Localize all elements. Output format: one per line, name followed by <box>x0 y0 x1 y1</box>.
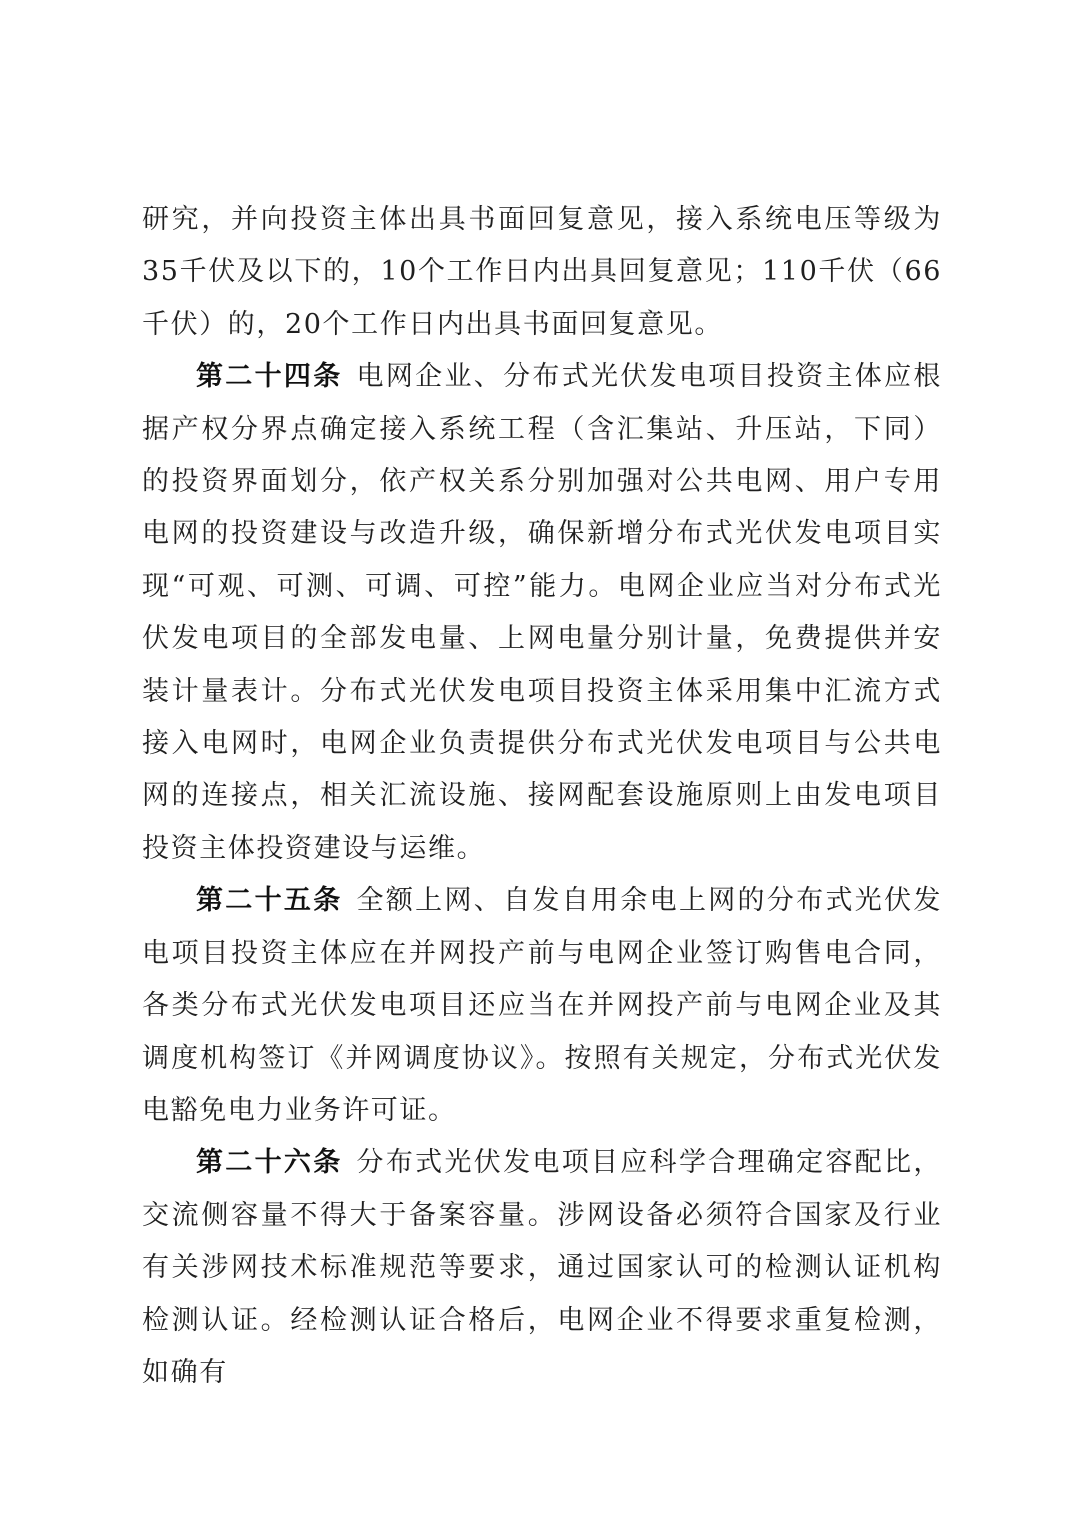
paragraph-text: 分布式光伏发电项目应科学合理确定容配比，交流侧容量不得大于备案容量。涉网设备必须符合国家及行业有关涉网技术标准规范等要求，通过国家认可的检测认证机构检测认证。经检测认证合格后，电网企业不得要求重复检测，如确有 <box>142 1147 943 1388</box>
article-number: 第二十四条 <box>196 361 343 393</box>
article-26 <box>142 1137 942 1399</box>
article-25 <box>142 875 942 1137</box>
paragraph-text: 全额上网、自发自用余电上网的分布式光伏发电项目投资主体应在并网投产前与电网企业签订购售电合同，各类分布式光伏发电项目还应当在并网投产前与电网企业及其调度机构签订《并网调度协议》。按照有关规定，分布式光伏发电豁免电力业务许可证。 <box>142 885 943 1126</box>
paragraph-text: 电网企业、分布式光伏发电项目投资主体应根据产权分界点确定接入系统工程（含汇集站、升压站，下同）的投资界面划分，依产权关系分别加强对公共电网、用户专用电网的投资建设与改造升级，确保新增分布式光伏发电项目实现“可观、可测、可调、可控”能力。电网企业应当对分布式光伏发电项目的全部发电量、上网电量分别计量，免费提供并安装计量表计。分布式光伏发电项目投资主体采用集中汇流方式接入电网时，电网企业负责提供分布式光伏发电项目与公共电网的连接点，相关汇流设施、接网配套设施原则上由发电项目投资主体投资建设与运维。 <box>142 361 943 864</box>
article-number: 第二十六条 <box>196 1147 343 1179</box>
article-number: 第二十五条 <box>196 885 343 917</box>
paragraph-text: 研究，并向投资主体出具书面回复意见，接入系统电压等级为35千伏及以下的，10个工作日内出具回复意见；110千伏（66千伏）的，20个工作日内出具书面回复意见。 <box>142 204 942 340</box>
paragraph-continuation <box>142 194 942 351</box>
document-body <box>142 194 942 1399</box>
article-24 <box>142 351 942 875</box>
